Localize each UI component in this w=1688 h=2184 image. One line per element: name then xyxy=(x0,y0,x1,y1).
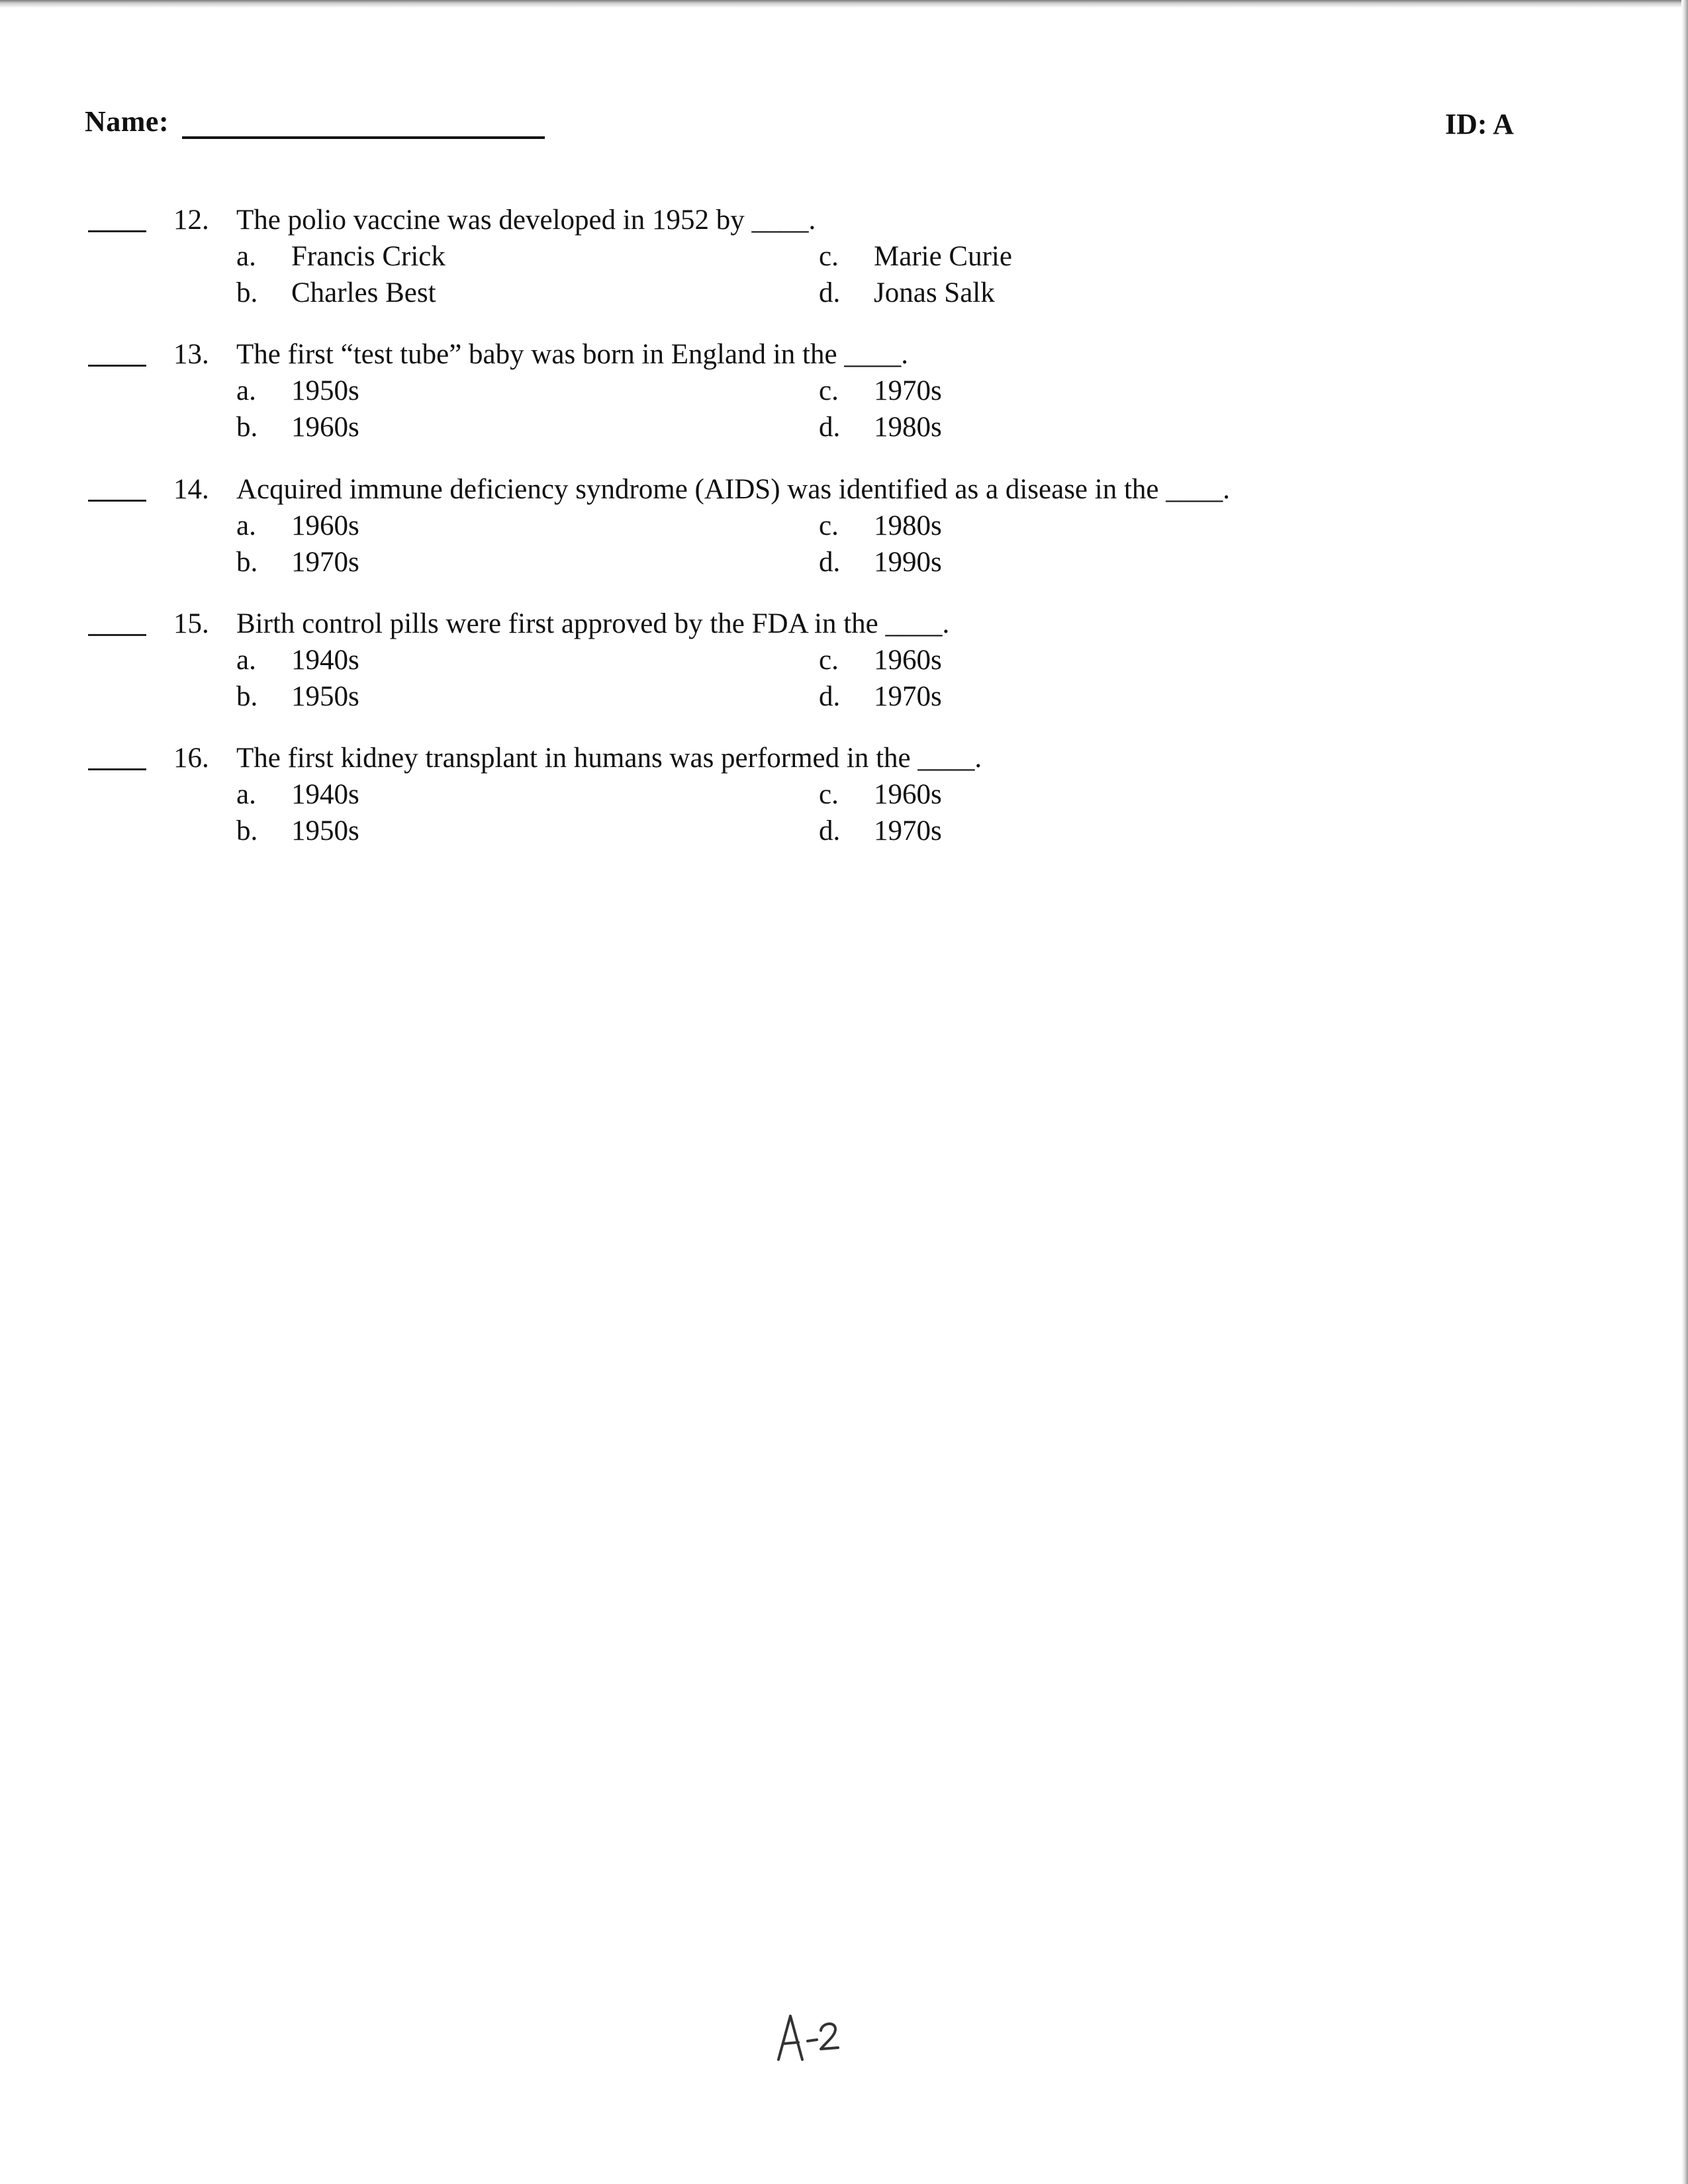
question-number: 16. xyxy=(173,743,209,774)
question-number: 14. xyxy=(173,474,209,505)
name-field-line[interactable] xyxy=(182,136,545,139)
option-text: 1950s xyxy=(291,681,359,712)
option-letter: b. xyxy=(236,681,258,712)
option-letter: c. xyxy=(819,779,839,810)
option-letter: d. xyxy=(819,277,841,308)
test-id-label: ID: A xyxy=(1445,108,1514,140)
option-text: Jonas Salk xyxy=(874,277,995,308)
question-text: The polio vaccine was developed in 1952 by ____. xyxy=(236,205,816,236)
question-16 xyxy=(0,742,1688,868)
option-text: 1960s xyxy=(291,412,359,443)
option-letter: c. xyxy=(819,241,839,272)
option-letter: b. xyxy=(236,412,258,443)
handwritten-page-mark xyxy=(773,2011,849,2064)
option-text: 1940s xyxy=(291,779,359,810)
option-letter: b. xyxy=(236,277,258,308)
option-text: 1970s xyxy=(874,681,942,712)
question-number: 15. xyxy=(173,608,209,639)
option-letter: d. xyxy=(819,412,841,443)
question-number: 13. xyxy=(173,339,209,370)
option-letter: d. xyxy=(819,547,841,578)
option-text: Francis Crick xyxy=(291,241,445,272)
option-text: 1950s xyxy=(291,375,359,406)
answer-blank[interactable] xyxy=(88,768,146,770)
question-text: Acquired immune deficiency syndrome (AIDS) was identified as a disease in the ____. xyxy=(236,474,1230,505)
answer-blank[interactable] xyxy=(88,365,146,367)
answer-blank[interactable] xyxy=(88,230,146,232)
option-letter: a. xyxy=(236,241,256,272)
name-label: Name: xyxy=(85,105,169,138)
option-letter: d. xyxy=(819,681,841,712)
option-text: 1960s xyxy=(874,645,942,676)
question-15 xyxy=(0,608,1688,733)
answer-blank[interactable] xyxy=(88,634,146,636)
question-13 xyxy=(0,338,1688,464)
scan-edge-top xyxy=(0,0,1688,8)
question-text: The first kidney transplant in humans was performed in the ____. xyxy=(236,743,982,774)
option-letter: a. xyxy=(236,375,256,406)
option-letter: a. xyxy=(236,510,256,541)
question-14 xyxy=(0,473,1688,599)
option-letter: a. xyxy=(236,645,256,676)
option-letter: c. xyxy=(819,375,839,406)
option-text: 1980s xyxy=(874,510,942,541)
option-letter: b. xyxy=(236,547,258,578)
option-letter: c. xyxy=(819,645,839,676)
option-text: 1940s xyxy=(291,645,359,676)
option-text: Charles Best xyxy=(291,277,436,308)
option-text: Marie Curie xyxy=(874,241,1012,272)
option-text: 1970s xyxy=(874,375,942,406)
option-text: 1980s xyxy=(874,412,942,443)
option-text: 1990s xyxy=(874,547,942,578)
option-text: 1970s xyxy=(874,815,942,846)
option-letter: a. xyxy=(236,779,256,810)
option-text: 1960s xyxy=(291,510,359,541)
option-letter: d. xyxy=(819,815,841,846)
question-text: The first “test tube” baby was born in England in the ____. xyxy=(236,339,909,370)
option-letter: c. xyxy=(819,510,839,541)
option-text: 1950s xyxy=(291,815,359,846)
answer-blank[interactable] xyxy=(88,500,146,502)
question-text: Birth control pills were first approved by the FDA in the ____. xyxy=(236,608,950,639)
option-text: 1970s xyxy=(291,547,359,578)
option-text: 1960s xyxy=(874,779,942,810)
question-number: 12. xyxy=(173,205,209,236)
question-12 xyxy=(0,204,1688,330)
option-letter: b. xyxy=(236,815,258,846)
